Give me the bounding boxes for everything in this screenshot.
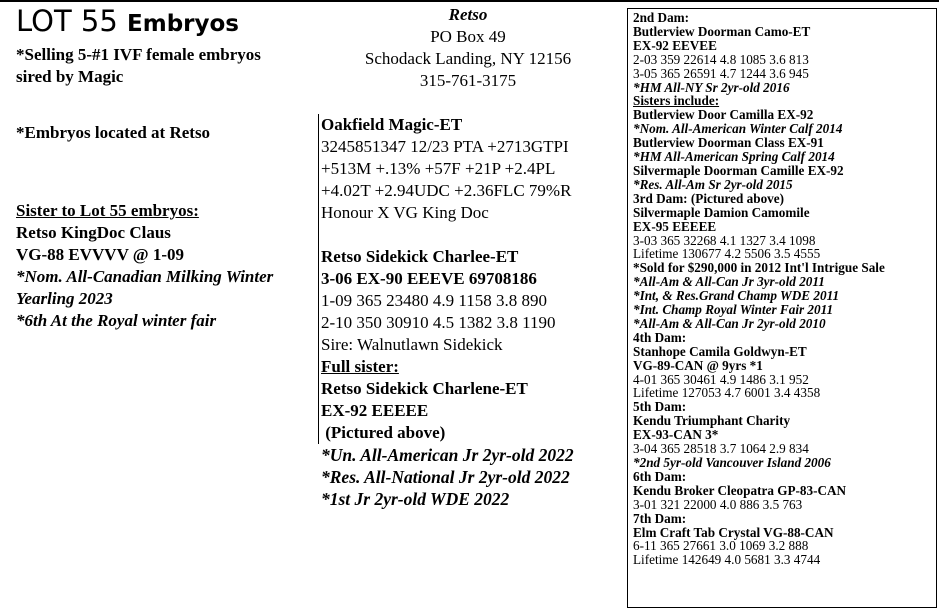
sire-line-1: 3245851347 12/23 PTA +2713GTPI bbox=[321, 137, 569, 156]
sire-line-3: +4.02T +2.94UDC +2.36FLC 79%R bbox=[321, 181, 572, 200]
full-sister-award-2: *Res. All-National Jr 2yr-old 2022 bbox=[321, 467, 570, 487]
pedigree-line: *All-Am & All-Can Jr 2yr-old 2010 bbox=[633, 315, 826, 331]
owner-address-2: Schodack Landing, NY 12156 bbox=[364, 49, 572, 68]
sister-name: Retso KingDoc Claus bbox=[16, 223, 171, 242]
pedigree-line: 3-05 365 26591 4.7 1244 3.6 945 bbox=[633, 65, 809, 81]
full-sister-award-1: *Un. All-American Jr 2yr-old 2022 bbox=[321, 445, 574, 465]
pedigree-line: *HM All-NY Sr 2yr-old 2016 bbox=[633, 79, 790, 95]
pedigree-line: *Sold for $290,000 in 2012 Int'l Intrigue Sale bbox=[633, 260, 885, 276]
selling-line-1: *Selling 5-#1 IVF female embryos bbox=[16, 45, 261, 64]
pedigree-line: 4th Dam: bbox=[633, 329, 687, 345]
lot-title bbox=[16, 4, 316, 41]
pedigree-line: 4-01 365 30461 4.9 1486 3.1 952 bbox=[633, 371, 809, 387]
top-rule bbox=[0, 0, 939, 2]
dam-name: Retso Sidekick Charlee-ET bbox=[321, 247, 519, 266]
full-sister-name: Retso Sidekick Charlene-ET bbox=[321, 379, 528, 398]
pedigree-line: EX-93-CAN 3* bbox=[633, 427, 719, 443]
pedigree-line: *Int. Champ Royal Winter Fair 2011 bbox=[633, 302, 834, 318]
dam-line-3: 2-10 350 30910 4.5 1382 3.8 1190 bbox=[321, 313, 556, 332]
full-sister-heading: Full sister: bbox=[321, 357, 399, 376]
middle-column bbox=[318, 4, 618, 510]
lot-subtitle: Embryos bbox=[127, 11, 239, 37]
pedigree-line: Silvermaple Doorman Camille EX-92 bbox=[633, 162, 844, 178]
dam-sire: Sire: Walnutlawn Sidekick bbox=[321, 335, 503, 354]
pedigree-line: Elm Craft Tab Crystal VG-88-CAN bbox=[633, 524, 834, 540]
pedigree-line: EX-95 EEEEE bbox=[633, 218, 717, 234]
lot-number: LOT 55 bbox=[16, 4, 118, 38]
pedigree-line: Silvermaple Damion Camomile bbox=[633, 204, 810, 220]
pedigree-line: 3-03 365 32268 4.1 1327 3.4 1098 bbox=[633, 232, 816, 248]
sire-line-2: +513M +.13% +57F +21P +2.4PL bbox=[321, 159, 556, 178]
pedigree-line: 3rd Dam: (Pictured above) bbox=[633, 190, 785, 206]
owner-name: Retso bbox=[448, 5, 488, 24]
sister-score: VG-88 EVVVV @ 1-09 bbox=[16, 245, 185, 264]
sister-award-1-line-1: *Nom. All-Canadian Milking Winter bbox=[16, 267, 274, 286]
pedigree-line: 7th Dam: bbox=[633, 510, 687, 526]
pedigree-block bbox=[318, 114, 618, 444]
pedigree-box bbox=[627, 8, 937, 608]
full-sister-score: EX-92 EEEEE bbox=[321, 401, 429, 420]
pedigree-line: 6th Dam: bbox=[633, 468, 687, 484]
pedigree-line: EX-92 EEVEE bbox=[633, 37, 717, 53]
pedigree-line: *Nom. All-American Winter Calf 2014 bbox=[633, 121, 843, 137]
left-column bbox=[16, 4, 316, 332]
pedigree-line: 6-11 365 27661 3.0 1069 3.2 888 bbox=[633, 538, 809, 554]
sister-heading: Sister to Lot 55 embryos: bbox=[16, 201, 199, 220]
pedigree-line: 2nd Dam: bbox=[633, 10, 690, 25]
pedigree-line: 3-01 321 22000 4.0 886 3.5 763 bbox=[633, 496, 803, 512]
pedigree-line: Kendu Broker Cleopatra GP-83-CAN bbox=[633, 482, 847, 498]
owner-address-1: PO Box 49 bbox=[430, 27, 506, 46]
pedigree-line: Kendu Triumphant Charity bbox=[633, 413, 791, 429]
pedigree-line: Butlerview Doorman Camo-ET bbox=[633, 23, 811, 39]
pedigree-line: *All-Am & All-Can Jr 3yr-old 2011 bbox=[633, 274, 825, 290]
sister-award-2: *6th At the Royal winter fair bbox=[16, 311, 217, 330]
sire-line-4: Honour X VG King Doc bbox=[321, 203, 489, 222]
pedigree-line: 2-03 359 22614 4.8 1085 3.6 813 bbox=[633, 51, 809, 67]
pedigree-line: *HM All-American Spring Calf 2014 bbox=[633, 149, 835, 165]
pedigree-line: 5th Dam: bbox=[633, 399, 687, 415]
pedigree-line: *2nd 5yr-old Vancouver Island 2006 bbox=[633, 455, 831, 470]
pedigree-line: Butlerview Doorman Class EX-91 bbox=[633, 135, 824, 151]
owner-phone: 315-761-3175 bbox=[419, 71, 517, 90]
pedigree-line: 3-04 365 28518 3.7 1064 2.9 834 bbox=[633, 441, 809, 457]
pedigree-line: VG-89-CAN @ 9yrs *1 bbox=[633, 357, 763, 373]
embryos-location: *Embryos located at Retso bbox=[16, 123, 211, 142]
pedigree-line: Butlerview Door Camilla EX-92 bbox=[633, 107, 814, 123]
dam-line-1: 3-06 EX-90 EEEVE 69708186 bbox=[321, 269, 537, 288]
pedigree-line: *Int, & Res.Grand Champ WDE 2011 bbox=[633, 288, 840, 304]
pedigree-line: Stanhope Camila Goldwyn-ET bbox=[633, 343, 807, 359]
selling-line-2: sired by Magic bbox=[16, 67, 124, 86]
dam-line-2: 1-09 365 23480 4.9 1158 3.8 890 bbox=[321, 291, 548, 310]
pedigree-line: Lifetime 127053 4.7 6001 3.4 4358 bbox=[633, 385, 821, 401]
pedigree-line: Lifetime 142649 4.0 5681 3.3 4744 bbox=[633, 552, 821, 568]
full-sister-award-3: *1st Jr 2yr-old WDE 2022 bbox=[321, 489, 510, 509]
pedigree-line: Lifetime 130677 4.2 5506 3.5 4555 bbox=[633, 246, 821, 262]
sire-name: Oakfield Magic-ET bbox=[321, 115, 463, 134]
full-sister-pictured: (Pictured above) bbox=[321, 423, 446, 442]
pedigree-line: *Res. All-Am Sr 2yr-old 2015 bbox=[633, 176, 793, 192]
pedigree-line: Sisters include: bbox=[633, 93, 720, 109]
sister-award-1-line-2: Yearling 2023 bbox=[16, 289, 113, 308]
